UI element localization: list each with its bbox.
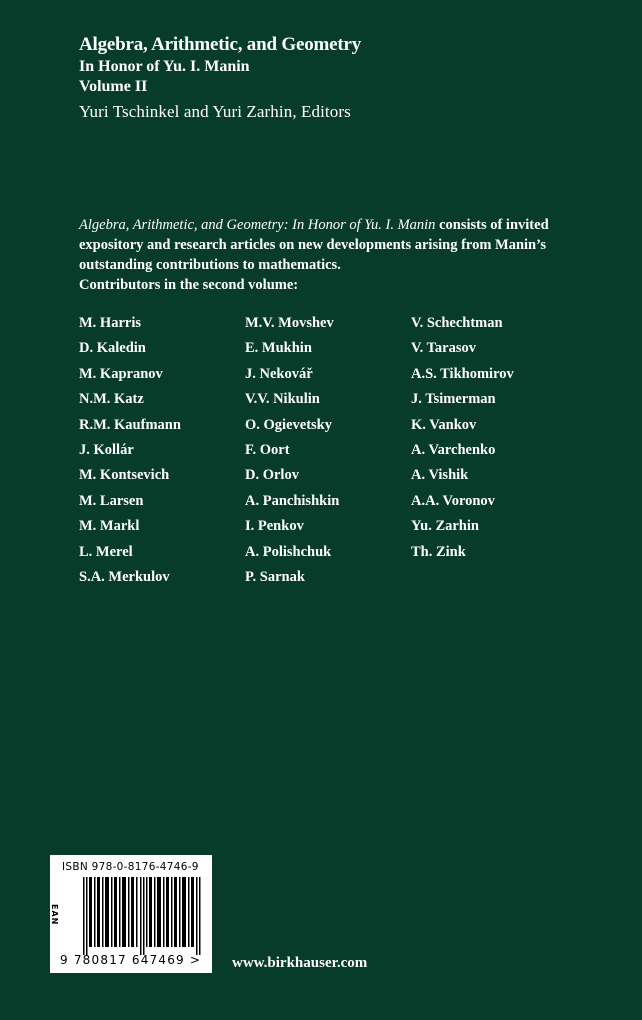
contributors-column-3 [411, 311, 514, 565]
contributor: K. Vankov [411, 416, 477, 433]
contributors-column-2 [245, 311, 339, 590]
contributor: D. Kaledin [79, 340, 146, 357]
contributor: Yu. Zarhin [411, 518, 479, 535]
contributor: A. Vishik [411, 467, 469, 484]
contributor: J. Kollár [79, 442, 134, 459]
description-italic-title: Algebra, Arithmetic, and Geometry: In Honor of Yu. I. Manin [79, 217, 436, 233]
contributor: O. Ogievetsky [245, 416, 332, 433]
title-block [79, 34, 361, 123]
contributor: S.A. Merkulov [79, 569, 170, 586]
contributor: M. Markl [79, 518, 140, 535]
ean-label: EAN [50, 904, 59, 926]
contributor: J. Tsimerman [411, 391, 496, 408]
contributor: M. Harris [79, 315, 142, 331]
contributor: M. Larsen [79, 492, 144, 509]
contributor: M.V. Movshev [245, 315, 334, 331]
contributor: E. Mukhin [245, 340, 312, 357]
contributor: A.S. Tikhomirov [411, 365, 514, 382]
description [79, 215, 579, 275]
book-title: Algebra, Arithmetic, and Geometry [79, 34, 362, 55]
barcode [50, 855, 212, 973]
barcode-bars-icon [83, 877, 201, 955]
contributor: N.M. Katz [79, 391, 144, 408]
contributor: V. Schechtman [411, 315, 503, 331]
barcode-digits: 9 780817 647469 > [60, 953, 202, 967]
contributors-label: Contributors in the second volume: [79, 277, 299, 293]
contributor: I. Penkov [245, 518, 304, 535]
contributor: J. Nekovář [245, 365, 313, 382]
publisher-url: www.birkhauser.com [232, 955, 368, 971]
contributor: A. Varchenko [411, 442, 496, 459]
contributor: M. Kontsevich [79, 467, 170, 484]
volume-label: Volume II [79, 78, 148, 95]
editors-line: Yuri Tschinkel and Yuri Zarhin, Editors [79, 102, 351, 121]
book-subtitle: In Honor of Yu. I. Manin [79, 58, 250, 75]
contributor: Th. Zink [411, 543, 466, 560]
isbn-label: ISBN 978-0-8176-4746-9 [62, 861, 199, 873]
contributor: D. Orlov [245, 467, 299, 484]
contributor: P. Sarnak [245, 569, 305, 586]
contributors-column-1 [79, 311, 181, 590]
contributor: M. Kapranov [79, 365, 163, 382]
contributor: F. Oort [245, 442, 290, 459]
contributor: A. Polishchuk [245, 543, 332, 560]
description-text: consists of invited expository and research articles on new developments arising from Manin’s outstanding contributions to mathematics. [79, 217, 549, 273]
contributor: L. Merel [79, 543, 133, 560]
contributor: A. Panchishkin [245, 492, 340, 509]
contributor: V.V. Nikulin [245, 391, 320, 408]
contributor: V. Tarasov [411, 340, 477, 357]
contributor: A.A. Voronov [411, 492, 495, 509]
contributor: R.M. Kaufmann [79, 416, 181, 433]
